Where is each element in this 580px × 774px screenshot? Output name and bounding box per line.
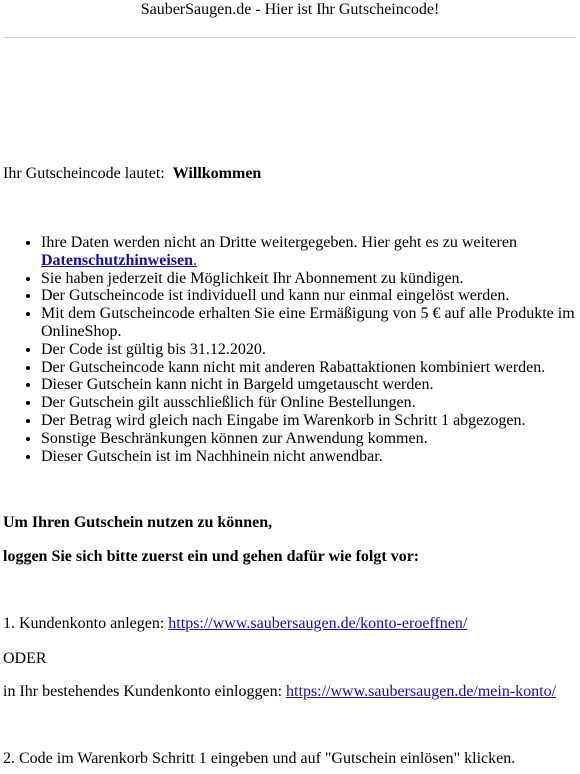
header-divider <box>4 37 576 38</box>
terms-item-privacy <box>41 234 577 270</box>
terms-item: • Sie haben jederzeit die Möglichkeit Ihr Abonnement zu kündigen. <box>41 270 577 288</box>
email-header <box>0 0 580 38</box>
step-1-label: 1. Kundenkonto anlegen: <box>3 615 169 632</box>
create-account-link[interactable]: https://www.saubersaugen.de/konto-eroeffnen/ <box>168 615 468 632</box>
voucher-code-line <box>3 165 261 183</box>
privacy-link-period[interactable]: . <box>193 251 198 269</box>
my-account-link[interactable]: https://www.saubersaugen.de/mein-konto/ <box>286 683 557 700</box>
terms-item-text: Ihre Daten werden nicht an Dritte weitergegeben. Hier geht es zu weiteren <box>41 234 517 251</box>
instructions-heading-1: Um Ihren Gutschein nutzen zu können, <box>3 514 273 531</box>
terms-item: • Mit dem Gutscheincode erhalten Sie eine Ermäßigung von 5 € auf alle Produkte im OnlineShop. <box>41 305 577 341</box>
voucher-code-label: Ihr Gutscheincode lautet: <box>3 165 165 182</box>
login-line <box>3 683 556 701</box>
terms-item: • Der Code ist gültig bis 31.12.2020. <box>41 341 577 359</box>
instructions-heading-2: loggen Sie sich bitte zuerst ein und gehen dafür wie folgt vor: <box>3 548 420 565</box>
terms-item: • Dieser Gutschein kann nicht in Bargeld umgetauscht werden. <box>41 376 577 394</box>
step-2-line: 2. Code im Warenkorb Schritt 1 eingeben und auf "Gutschein einlösen" klicken. <box>3 750 516 767</box>
oder-separator: ODER <box>3 650 47 667</box>
terms-item: • Dieser Gutschein ist im Nachhinein nicht anwendbar. <box>41 448 577 466</box>
terms-item: • Der Gutscheincode ist individuell und kann nur einmal eingelöst werden. <box>41 287 577 305</box>
privacy-link[interactable]: Datenschutzhinweisen <box>41 251 194 269</box>
terms-item: • Der Betrag wird gleich nach Eingabe im Warenkorb in Schritt 1 abgezogen. <box>41 412 577 430</box>
terms-list <box>3 234 577 465</box>
login-label: in Ihr bestehendes Kundenkonto einloggen: <box>3 683 287 700</box>
voucher-code-value: Willkommen <box>172 165 262 182</box>
terms-item: • Sonstige Beschränkungen können zur Anwendung kommen. <box>41 430 577 448</box>
terms-item: • Der Gutschein gilt ausschließlich für Online Bestellungen. <box>41 394 577 412</box>
step-1-line <box>3 615 467 633</box>
terms-item: • Der Gutscheincode kann nicht mit anderen Rabattaktionen kombiniert werden. <box>41 359 577 377</box>
email-subject-title: SauberSaugen.de - Hier ist Ihr Gutscheincode! <box>140 1 440 18</box>
